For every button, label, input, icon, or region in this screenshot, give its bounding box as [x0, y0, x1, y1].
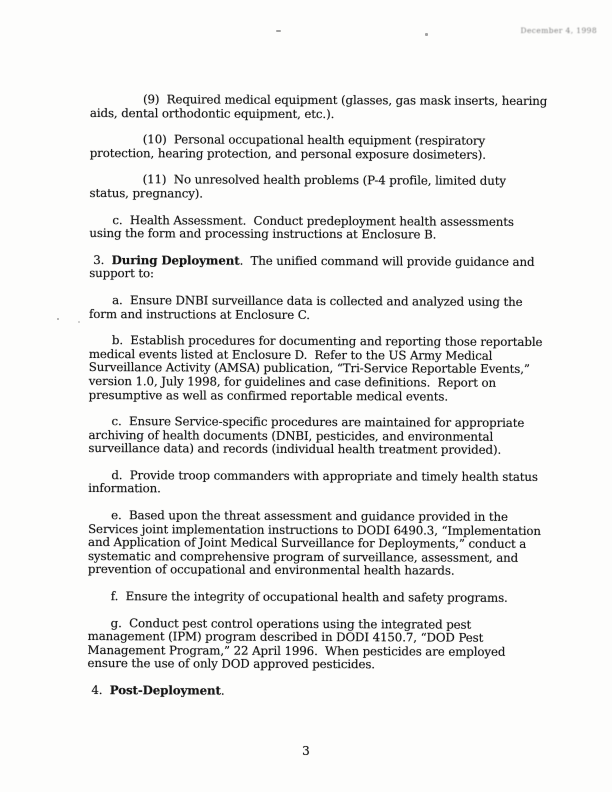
paragraph: [88, 590, 546, 606]
paragraph-heading-text: Post-Deployment: [109, 683, 221, 698]
paragraph: [88, 415, 546, 458]
paragraph: [87, 684, 545, 700]
paragraph-text: a. Ensure DNBI surveillance data is collected and analyzed using the form and instructions at Enclosure C.: [89, 293, 523, 322]
paragraph-text: e. Based upon the threat assessment and guidance provided in the Services joint implementation instructions to DODI 6490.3, “Implementation and Application of Joint Medical Surveillance for Deployments,” conduct a systematic and comprehensive program of surveillance, assessment, and prevention of occupational and environmental health hazards.: [87, 508, 541, 579]
paragraph: [89, 254, 547, 283]
paragraph-text: . The unified command will provide guidance and support to:: [89, 253, 535, 281]
paragraph: [90, 173, 548, 202]
paragraph-text: c. Health Assessment. Conduct predeployment health assessments using the form and processing instructions at Enclosure B.: [89, 212, 514, 242]
paragraph: [89, 214, 547, 243]
page-number: 3: [302, 744, 310, 758]
paragraph: [88, 509, 546, 579]
paragraph-heading-text: During Deployment: [111, 252, 240, 268]
paragraph-text: (11) No unresolved health problems (P-4 profile, limited duty status, pregnancy).: [89, 172, 507, 201]
document-body: [87, 93, 548, 713]
paragraph: [90, 93, 548, 122]
paragraph-text: 4.: [91, 683, 110, 698]
scan-artifact: [425, 33, 428, 36]
paragraph: [89, 294, 547, 323]
paragraph-text: .: [220, 683, 225, 698]
paragraph: [87, 617, 545, 673]
paragraph-text: d. Provide troop commanders with appropriate and timely health status information.: [88, 467, 538, 496]
paragraph-text: (9) Required medical equipment (glasses, gas mask inserts, hearing aids, dental orthodontic equipment, etc.).: [89, 92, 548, 121]
scan-artifact: [57, 318, 59, 320]
paragraph-text: (10) Personal occupational health equipment (respiratory protection, hearing protection, and personal exposure dosimeters).: [89, 132, 486, 162]
paragraph-text: f. Ensure the integrity of occupational health and safety programs.: [110, 589, 508, 605]
paragraph-text: b. Establish procedures for documenting and reporting those reportable medical events listed at Enclosure D. Refer to the US Army Medical Surveillance Activity (AMSA) publication, “Tri-Service Reportable Events,” version 1.0, July 1998, for guidelines and case definitions. Report on presumptive as well as confirmed reportable medical events.: [88, 333, 543, 404]
scan-artifact: [78, 321, 80, 323]
paragraph: [88, 469, 546, 498]
paragraph-text: 3.: [93, 252, 112, 267]
paragraph: [89, 334, 547, 404]
scan-artifact: [276, 30, 281, 32]
paragraph: [90, 133, 548, 162]
paragraph-text: g. Conduct pest control operations using the integrated pest management (IPM) program described in DODI 4150.7, “DOD Pest Management Program,” 22 April 1996. When pesticides are employed ensure the use of only DOD approved pesticides.: [87, 615, 506, 672]
paragraph-text: c. Ensure Service-specific procedures are maintained for appropriate archiving of health documents (DNBI, pesticides, and environmental surveillance data) and records (individual health treatment provided).: [88, 414, 525, 458]
date-stamp: December 4, 1998: [520, 26, 597, 35]
